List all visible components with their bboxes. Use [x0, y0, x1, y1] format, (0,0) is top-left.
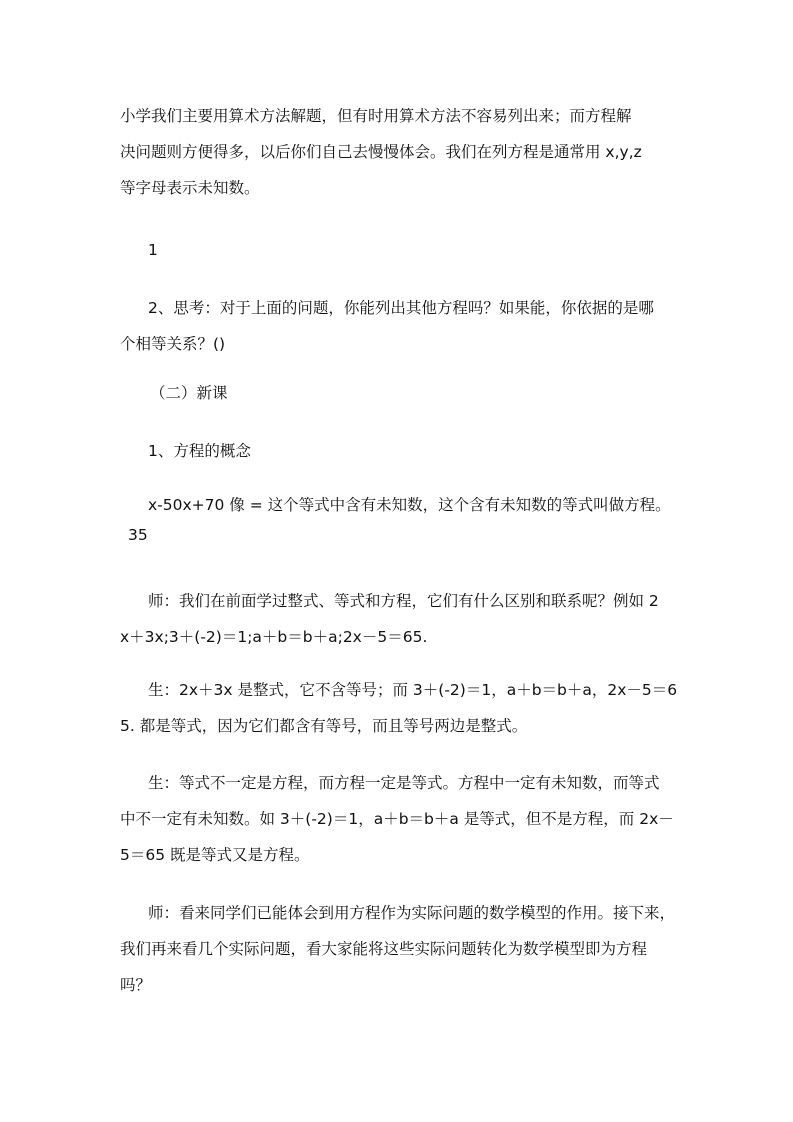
text-line: 个相等关系？()	[120, 335, 226, 353]
text-line: 等字母表示未知数。	[120, 179, 260, 197]
text-line: （二）新课	[150, 384, 228, 402]
paragraph-student-answer-2	[120, 765, 680, 873]
text-line: 1	[148, 241, 158, 259]
text-line: 吗？	[120, 976, 152, 994]
text-line: x-50x+70 像 = 这个等式中含有未知数，这个含有未知数的等式叫做方程。	[148, 496, 671, 514]
text-line: 中不一定有未知数。如 3＋(-2)＝1，a＋b＝b＋a 是等式，但不是方程，而 2x－	[120, 810, 674, 828]
paragraph-student-answer-1	[120, 672, 680, 744]
text-line: 5. 都是等式，因为它们都含有等号，而且等号两边是整式。	[120, 717, 528, 735]
section-heading-new-lesson	[150, 375, 710, 411]
paragraph-arithmetic-vs-equation	[120, 98, 680, 206]
text-line: 决问题则方便得多，以后你们自己去慢慢体会。我们在列方程是通常用 x,y,z	[120, 143, 642, 161]
text-line: 师：我们在前面学过整式、等式和方程，它们有什么区别和联系呢？例如 2	[148, 592, 659, 610]
subheading-equation-concept	[148, 433, 708, 469]
text-line: 小学我们主要用算术方法解题，但有时用算术方法不容易列出来；而方程解	[120, 107, 632, 125]
paragraph-number-one	[148, 232, 708, 268]
paragraph-equation-definition	[128, 487, 678, 553]
paragraph-teacher-question	[120, 583, 680, 655]
text-line: 我们再来看几个实际问题，看大家能将这些实际问题转化为数学模型即为方程	[120, 940, 648, 958]
text-line: 师：看来同学们已能体会到用方程作为实际问题的数学模型的作用。接下来，	[148, 904, 676, 922]
text-line: 生：等式不一定是方程，而方程一定是等式。方程中一定有未知数，而等式	[148, 774, 660, 792]
text-line: 2、思考：对于上面的问题，你能列出其他方程吗？如果能，你依据的是哪	[148, 299, 654, 317]
text-line: 5＝65 既是等式又是方程。	[120, 846, 310, 864]
paragraph-thinking-question	[120, 290, 680, 362]
text-line: 生：2x＋3x 是整式，它不含等号；而 3＋(-2)＝1，a＋b＝b＋a，2x－5＝6	[148, 681, 678, 699]
text-line: 35	[128, 526, 148, 544]
paragraph-teacher-summary	[120, 895, 680, 1003]
text-line: x＋3x;3＋(-2)＝1;a＋b＝b＋a;2x－5＝65.	[120, 628, 428, 646]
text-line: 1、方程的概念	[148, 442, 251, 460]
